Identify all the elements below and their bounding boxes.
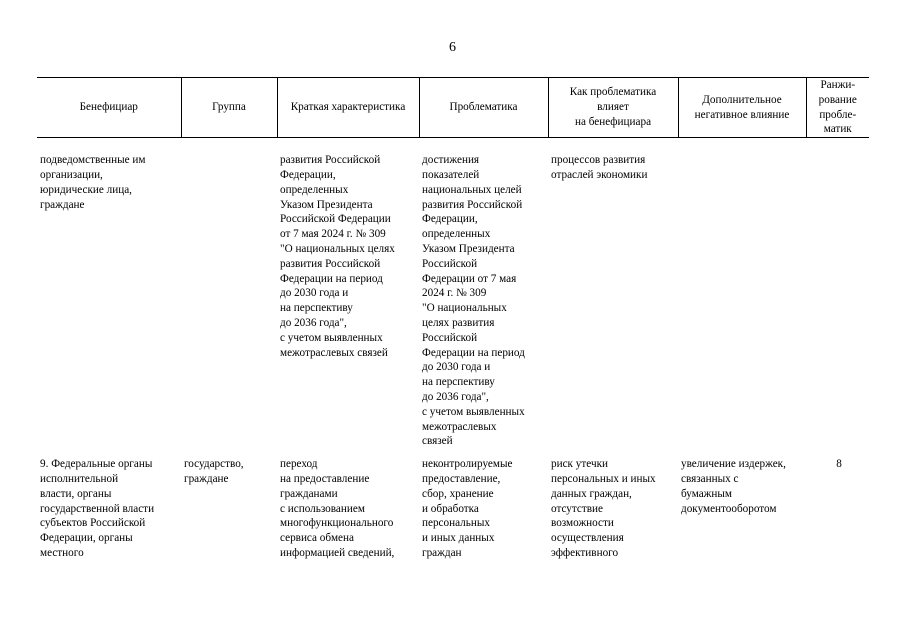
header-beneficiary: Бенефициар (37, 78, 181, 138)
cell-additional-negative-impact: увеличение издержек, связанных с бумажным документооборотом (681, 458, 786, 515)
header-impact-on-beneficiary: Как проблематика влияет на бенефициара (548, 78, 678, 138)
cell-problem-ranking (806, 153, 869, 457)
cell-problem-ranking: 8 (836, 458, 842, 471)
table-spacer-row (37, 138, 869, 154)
cell-beneficiary: 9. Федеральные органы исполнительной власти, органы государственной власти субъектов Российской Федерации, органы местного (40, 458, 155, 559)
table-row (37, 153, 869, 457)
header-problem: Проблематика (419, 78, 548, 138)
cell-beneficiary: подведомственные им организации, юридические лица, граждане (40, 154, 146, 211)
cell-problem: неконтролируемые предоставление, сбор, хранение и обработка персональных и иных данных граждан (422, 458, 513, 559)
header-short-description: Краткая характеристика (277, 78, 419, 138)
cell-impact-on-beneficiary: риск утечки персональных и иных данных граждан, отсутствие возможности осуществления эффективного (551, 458, 656, 559)
cell-short-description: переход на предоставление гражданами с использованием многофункционального сервиса обмена информацией сведений, (280, 458, 395, 559)
beneficiary-table (37, 77, 869, 569)
header-problem-ranking: Ранжи- рование пробле- матик (806, 78, 869, 138)
cell-impact-on-beneficiary: процессов развития отраслей экономики (551, 154, 648, 181)
header-additional-negative-impact: Дополнительное негативное влияние (678, 78, 806, 138)
cell-problem: достижения показателей национальных целей развития Российской Федерации, определенных Указом Президента Российской Федерации от 7 мая 2024 г. № 309 "О национальных целях развития Российской Федерации на период до 2030 года и на перспективу до 2036 года", с учетом выявленных межотраслевых связей (422, 154, 525, 448)
cell-group: государство, граждане (184, 458, 244, 485)
cell-additional-negative-impact (678, 153, 806, 457)
cell-group (181, 153, 277, 457)
page-number: 6 (449, 40, 456, 55)
table-header-row (37, 78, 869, 138)
header-group: Группа (181, 78, 277, 138)
cell-short-description: развития Российской Федерации, определенных Указом Президента Российской Федерации от 7 мая 2024 г. № 309 "О национальных целях развития Российской Федерации на период до 2030 года и на перспективу до 2036 года", с учетом выявленных межотраслевых связей (280, 154, 395, 359)
table-row (37, 457, 869, 569)
